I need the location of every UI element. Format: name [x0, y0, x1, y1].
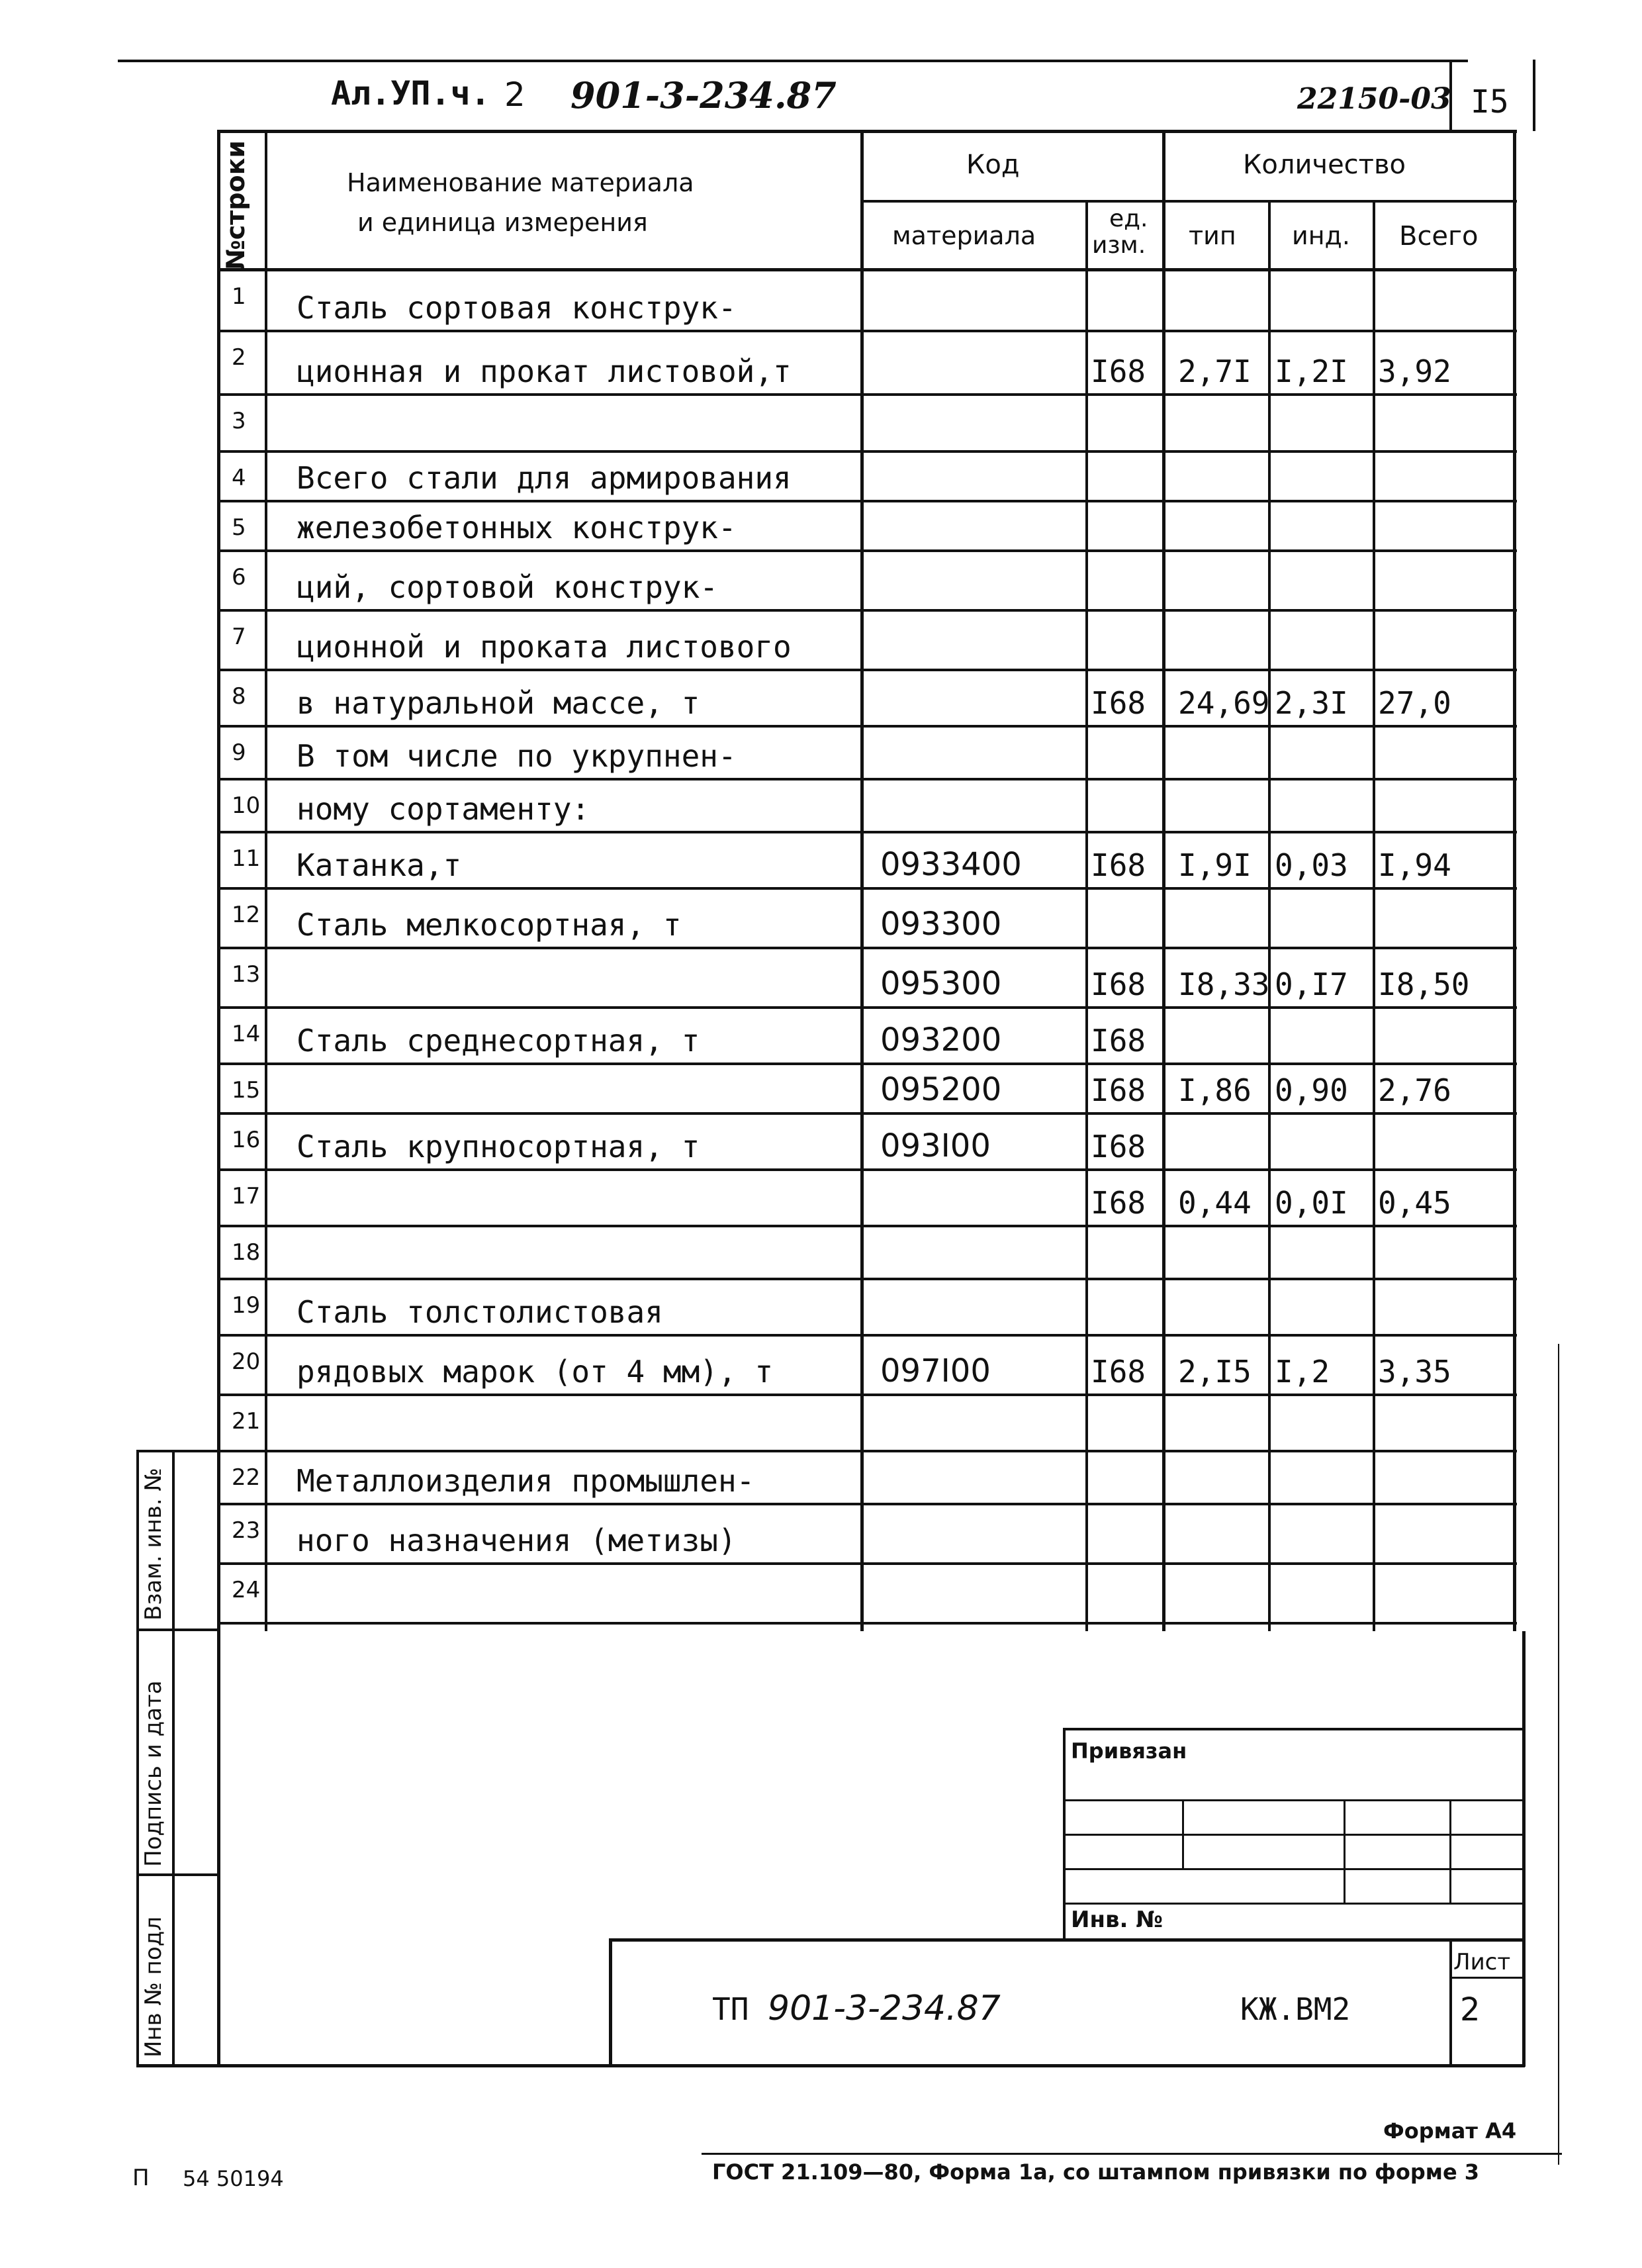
- footer-code: 54 50194: [183, 2166, 284, 2191]
- title-block-sheet-col: [1449, 1938, 1452, 2067]
- row-number: 13: [232, 961, 261, 988]
- type-col-line: [1268, 200, 1271, 1631]
- row-separator: [217, 1450, 1517, 1452]
- footer-code-prefix: П: [132, 2165, 150, 2191]
- row-separator: [217, 778, 1517, 780]
- row-number: 19: [232, 1292, 261, 1319]
- page-number-box-right: [1533, 60, 1535, 131]
- row-number: 11: [232, 845, 261, 872]
- document-number-handwritten: 22150-03: [1297, 82, 1451, 116]
- row-separator: [217, 393, 1517, 396]
- row-separator: [217, 947, 1517, 949]
- cell-type: 24,69: [1178, 685, 1270, 721]
- row-separator: [217, 669, 1517, 671]
- cell-name: Металлоизделия промышлен-: [296, 1463, 755, 1499]
- cell-code: 093200: [880, 1021, 1002, 1059]
- cell-name: Сталь крупносортная, т: [296, 1129, 700, 1164]
- cell-unit: I68: [1091, 1354, 1146, 1390]
- row-separator: [217, 1622, 1517, 1625]
- row-separator: [217, 500, 1517, 502]
- row-number: 7: [232, 624, 246, 650]
- stamp-line-3: [1063, 1868, 1525, 1870]
- cell-type: I8,33: [1178, 967, 1270, 1002]
- row-number: 8: [232, 683, 246, 710]
- row-separator: [217, 1278, 1517, 1280]
- stamp-col-3: [1449, 1799, 1451, 1903]
- top-border-line: [118, 60, 1468, 62]
- stamp-inv-no: Инв. №: [1071, 1907, 1163, 1933]
- cell-ind: I,2: [1275, 1354, 1330, 1390]
- cell-ind: 2,3I: [1275, 685, 1348, 721]
- cell-total: 0,45: [1378, 1185, 1451, 1221]
- header-name-line2: и единица измерения: [357, 208, 648, 237]
- rownum-col-line: [265, 130, 267, 1631]
- ind-col-line: [1373, 200, 1375, 1631]
- table-header-divider: [860, 200, 1517, 203]
- row-separator: [217, 1112, 1517, 1115]
- cell-total: I,94: [1378, 847, 1451, 883]
- cell-unit: I68: [1091, 1072, 1146, 1108]
- row-separator: [217, 1225, 1517, 1227]
- cell-type: I,9I: [1178, 847, 1252, 883]
- cell-ind: 0,I7: [1275, 967, 1348, 1002]
- code-col-line: [1085, 200, 1088, 1631]
- table-header-bottom: [217, 268, 1517, 271]
- tp-number: 901-3-234.87: [768, 1989, 1001, 2028]
- cell-name: ционная и прокат листовой,т: [296, 354, 792, 389]
- cell-ind: 0,03: [1275, 847, 1348, 883]
- cell-name: ного назначения (метизы): [296, 1523, 737, 1558]
- stamp-line-4: [1063, 1903, 1525, 1905]
- cell-unit: I68: [1091, 847, 1146, 883]
- name-col-line: [860, 130, 864, 1631]
- cell-name: Сталь сортовая конструк-: [296, 290, 737, 326]
- cell-code: 0933400: [880, 846, 1022, 883]
- cell-name: железобетонных конструк-: [296, 510, 737, 545]
- cell-total: 3,92: [1378, 354, 1451, 389]
- side-strip-div2: [136, 1873, 218, 1876]
- header-code: Код: [966, 150, 1020, 180]
- cell-code: 093300: [880, 906, 1002, 943]
- stamp-privyazan: Привязан: [1071, 1738, 1187, 1764]
- row-separator: [217, 450, 1517, 453]
- header-total: Всего: [1399, 221, 1479, 252]
- row-separator: [217, 330, 1517, 332]
- row-number: 6: [232, 564, 246, 591]
- cell-unit: I68: [1091, 1023, 1146, 1059]
- cell-unit: I68: [1091, 685, 1146, 721]
- table-right-line: [1513, 130, 1516, 1631]
- cell-name: Сталь толстолистовая: [296, 1294, 663, 1330]
- title-block-left: [609, 1938, 612, 2067]
- row-separator: [217, 887, 1517, 890]
- row-separator: [217, 1562, 1517, 1565]
- title-block-sheet-divider: [1449, 1977, 1525, 1979]
- header-row-number: №строки: [221, 140, 250, 270]
- row-number: 17: [232, 1183, 261, 1209]
- cell-total: 27,0: [1378, 685, 1451, 721]
- row-separator: [217, 1334, 1517, 1337]
- cell-ind: 0,90: [1275, 1072, 1348, 1108]
- cell-name: В том числе по укрупнен-: [296, 738, 737, 774]
- cell-name: Катанка,т: [296, 847, 462, 883]
- cell-name: Сталь среднесортная, т: [296, 1023, 700, 1059]
- header-name-line1: Наименование материала: [347, 168, 694, 197]
- footer-line: [702, 2153, 1562, 2155]
- title-block-top: [609, 1938, 1525, 1942]
- stamp-line-2: [1063, 1834, 1525, 1836]
- row-number: 21: [232, 1408, 261, 1435]
- header-ind: инд.: [1292, 221, 1350, 250]
- doc-code: КЖ.ВМ2: [1240, 1991, 1351, 2027]
- side-strip-div1: [136, 1629, 218, 1631]
- side-label-podpis: Подпись и дата: [140, 1680, 167, 1867]
- table-left-line: [217, 130, 220, 1631]
- stamp-col-2: [1344, 1799, 1346, 1903]
- row-separator: [217, 725, 1517, 728]
- row-number: 2: [232, 344, 246, 371]
- row-separator: [217, 609, 1517, 612]
- page-number: I5: [1471, 83, 1509, 120]
- row-separator: [217, 1394, 1517, 1396]
- unit-col-line: [1162, 130, 1165, 1631]
- row-separator: [217, 1168, 1517, 1171]
- footer-gost: ГОСТ 21.109—80, Форма 1а, со штампом привязки по форме 3: [712, 2159, 1480, 2185]
- cell-name: рядовых марок (от 4 мм), т: [296, 1354, 774, 1390]
- cell-type: I,86: [1178, 1072, 1252, 1108]
- cell-type: 2,7I: [1178, 354, 1252, 389]
- row-number: 18: [232, 1239, 261, 1266]
- stamp-col-1: [1182, 1799, 1184, 1868]
- row-number: 22: [232, 1464, 261, 1491]
- row-number: 10: [232, 792, 261, 819]
- header-quantity: Количество: [1243, 150, 1406, 180]
- cell-unit: I68: [1091, 1129, 1146, 1164]
- cell-type: 2,I5: [1178, 1354, 1252, 1390]
- sheet-label: Лист: [1453, 1949, 1511, 1975]
- stamp-top: [1063, 1728, 1525, 1730]
- side-strip-left: [136, 1450, 139, 2067]
- row-number: 12: [232, 902, 261, 928]
- cell-total: 2,76: [1378, 1072, 1451, 1108]
- side-strip-top: [136, 1450, 218, 1452]
- cell-unit: I68: [1091, 1185, 1146, 1221]
- row-separator: [217, 1503, 1517, 1505]
- row-number: 16: [232, 1127, 261, 1153]
- cell-code: 093I00: [880, 1127, 991, 1164]
- lower-bottom-border: [136, 2064, 1525, 2067]
- side-strip-mid: [172, 1450, 175, 2067]
- row-number: 24: [232, 1577, 261, 1603]
- row-number: 5: [232, 514, 246, 541]
- cell-name: в натуральной массе, т: [296, 685, 700, 721]
- cell-ind: 0,0I: [1275, 1185, 1348, 1221]
- sheet-number: 2: [1460, 1991, 1481, 2028]
- row-number: 3: [232, 408, 246, 434]
- cell-name: ционной и проката листового: [296, 629, 792, 665]
- cell-name: ций, сортовой конструк-: [296, 569, 718, 605]
- stamp-line-1: [1063, 1799, 1525, 1801]
- cell-type: 0,44: [1178, 1185, 1252, 1221]
- cell-code: 097I00: [880, 1352, 991, 1390]
- bottom-right-thin: [1558, 1344, 1559, 2165]
- row-number: 20: [232, 1348, 261, 1375]
- lower-left-border: [217, 1631, 220, 2067]
- cell-name: Всего стали для армирования: [296, 460, 792, 496]
- header-unit-line2: изм.: [1092, 232, 1146, 259]
- footer-format: Формат А4: [1383, 2118, 1517, 2144]
- cell-code: 095200: [880, 1071, 1002, 1108]
- row-separator: [217, 831, 1517, 833]
- project-number-handwritten: 901-3-234.87: [570, 74, 837, 117]
- lower-right-border: [1522, 1631, 1526, 2067]
- cell-ind: I,2I: [1275, 354, 1348, 389]
- cell-unit: I68: [1091, 967, 1146, 1002]
- table-top-line: [217, 130, 1517, 133]
- row-number: 23: [232, 1517, 261, 1544]
- row-number: 1: [232, 283, 246, 310]
- cell-total: I8,50: [1378, 967, 1470, 1002]
- side-label-vzam: Взам. инв. №: [140, 1468, 167, 1621]
- side-label-inv-podl: Инв № подл: [140, 1916, 167, 2057]
- row-separator: [217, 549, 1517, 552]
- row-separator: [217, 1006, 1517, 1009]
- header-material: материала: [892, 221, 1036, 250]
- row-number: 15: [232, 1077, 261, 1104]
- part-number: 2: [504, 75, 525, 114]
- album-label: Ал.УП.ч.: [331, 74, 490, 113]
- row-number: 9: [232, 739, 246, 766]
- row-separator: [217, 1063, 1517, 1065]
- tp-prefix: ТП: [712, 1991, 749, 2027]
- cell-total: 3,35: [1378, 1354, 1451, 1390]
- row-number: 4: [232, 465, 246, 491]
- header-type: тип: [1189, 221, 1236, 250]
- cell-name: Сталь мелкосортная, т: [296, 907, 682, 943]
- header-unit-line1: ед.: [1109, 205, 1148, 232]
- cell-code: 095300: [880, 965, 1002, 1002]
- row-number: 14: [232, 1021, 261, 1047]
- cell-name: ному сортаменту:: [296, 791, 590, 827]
- cell-unit: I68: [1091, 354, 1146, 389]
